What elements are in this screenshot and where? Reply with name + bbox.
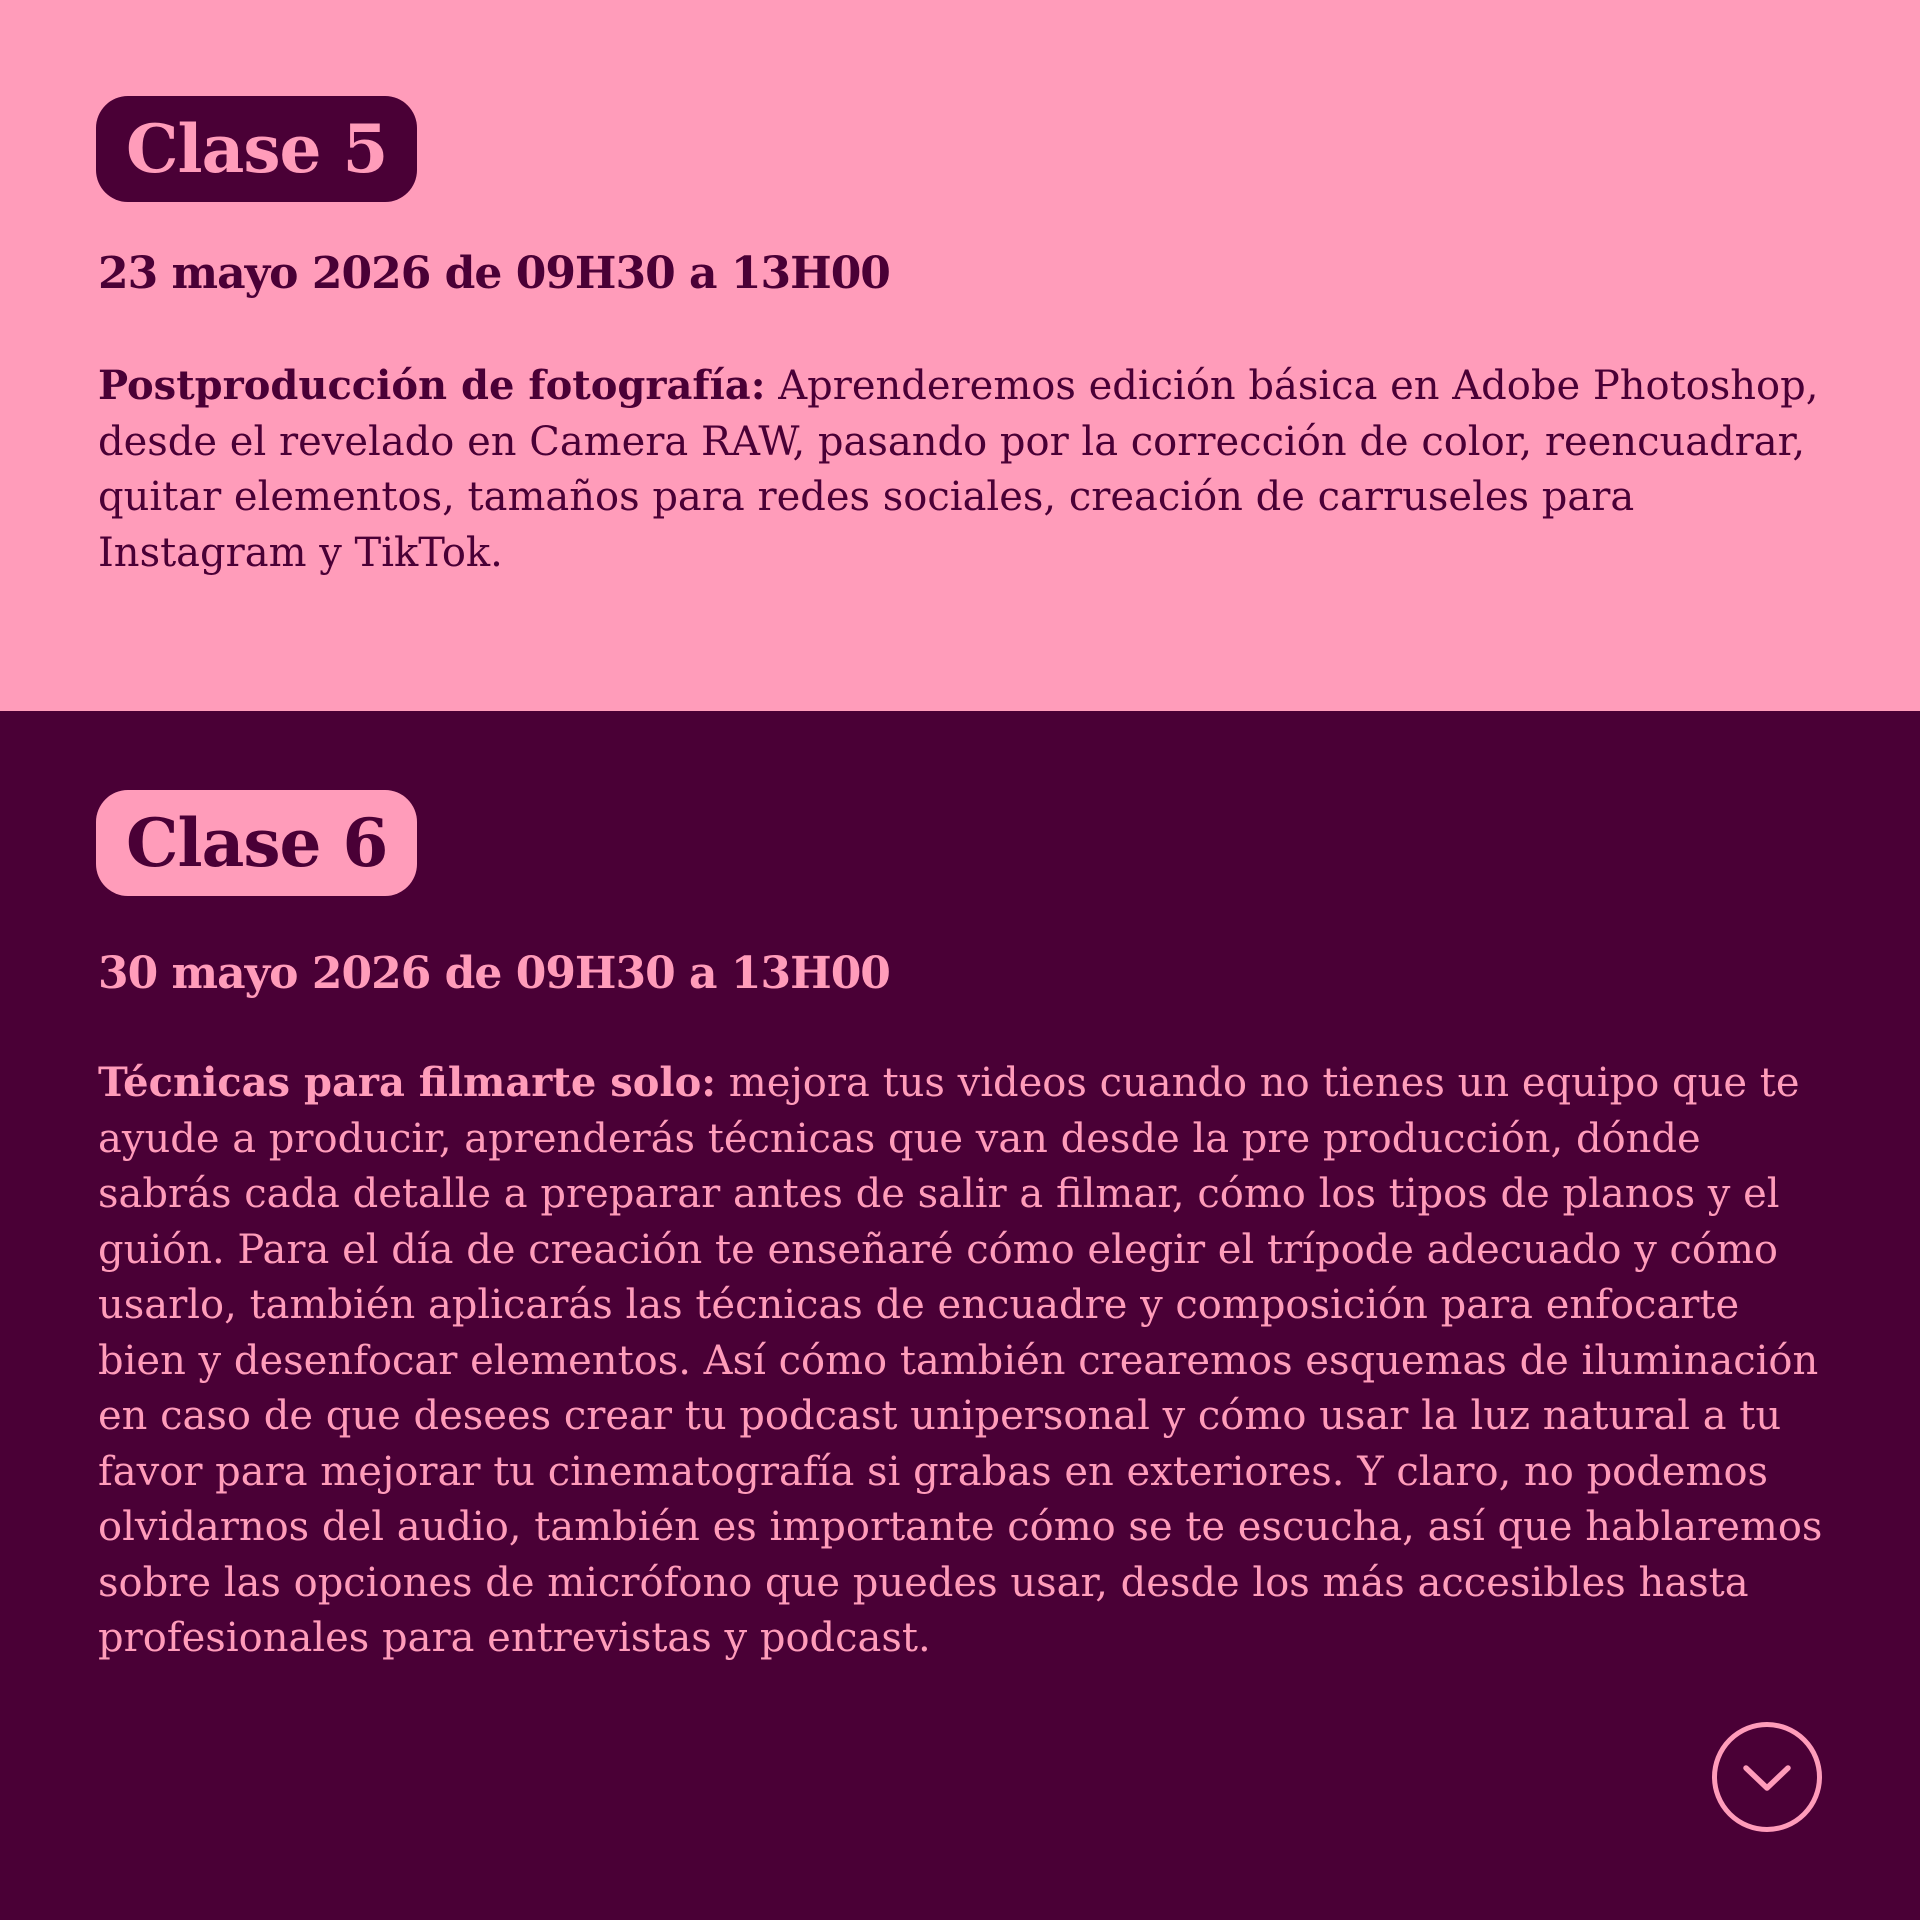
class-5-topic: Postproducción de fotografía: [98, 362, 766, 409]
class-5-body: Aprenderemos edición básica en Adobe Photoshop, desde el revelado en Camera RAW, pasando por la corrección de color, reencuadrar, quitar elementos, tamaños para redes sociales, creación de carruseles para Instagram y TikTok. [98, 363, 1819, 576]
class-6-topic: Técnicas para filmarte solo: [98, 1059, 717, 1106]
class-6-section [0, 711, 1920, 1920]
class-6-badge: Clase 6 [96, 790, 417, 896]
class-6-date: 30 mayo 2026 de 09H30 a 13H00 [98, 948, 890, 999]
class-6-description [98, 1055, 1830, 1667]
chevron-down-icon [1717, 1727, 1817, 1827]
next-slide-button[interactable] [1712, 1722, 1822, 1832]
class-5-date: 23 mayo 2026 de 09H30 a 13H00 [98, 248, 890, 299]
class-5-section [0, 0, 1920, 711]
class-6-body: mejora tus videos cuando no tienes un equipo que te ayude a producir, aprenderás técnicas que van desde la pre producción, dónde sabrás cada detalle a preparar antes de salir a filmar, cómo los tipos de planos y el guión. Para el día de creación te enseñaré cómo elegir el trípode adecuado y cómo usarlo, también aplicarás las técnicas de encuadre y composición para enfocarte bien y desenfocar elementos. Así cómo también crearemos esquemas de iluminación en caso de que desees crear tu podcast unipersonal y cómo usar la luz natural a tu favor para mejorar tu cinematografía si grabas en exteriores. Y claro, no podemos olvidarnos del audio, también es importante cómo se te escucha, así que hablaremos sobre las opciones de micrófono que puedes usar, desde los más accesibles hasta profesionales para entrevistas y podcast. [98, 1060, 1823, 1661]
class-5-description [98, 358, 1824, 581]
class-5-badge: Clase 5 [96, 96, 417, 202]
